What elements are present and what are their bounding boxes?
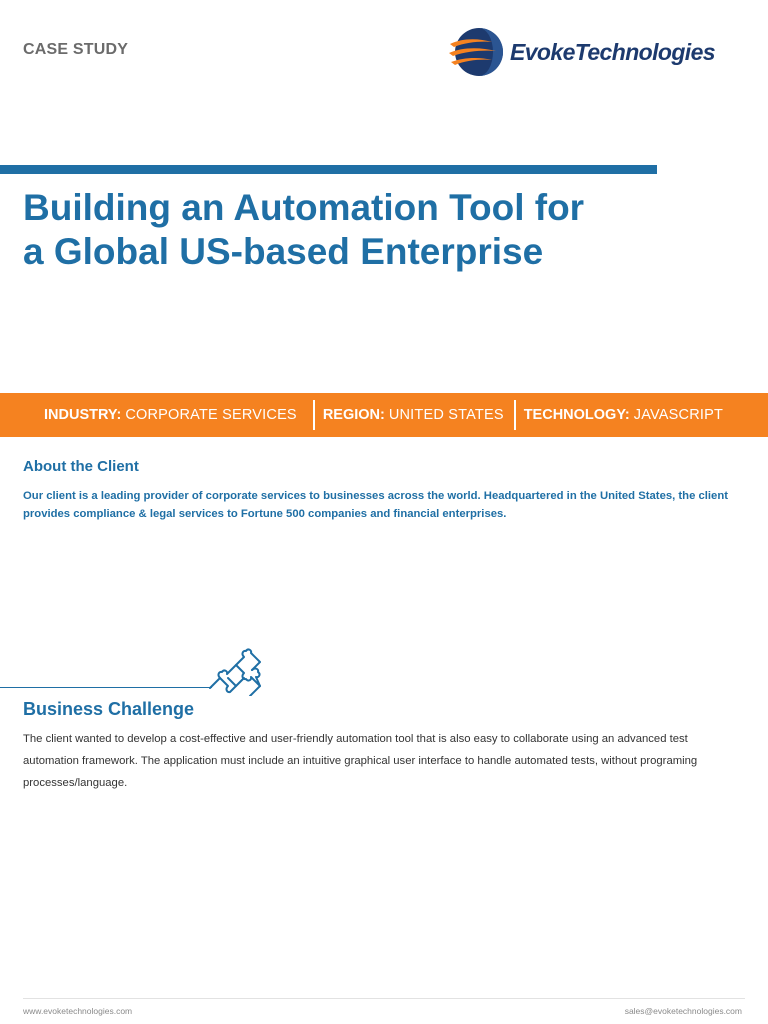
- technology-info: [516, 393, 723, 437]
- footer-website-link[interactable]: www.evoketechnologies.com: [23, 1006, 133, 1016]
- technology-label: TECHNOLOGY:: [523, 407, 630, 423]
- challenge-divider-line: [0, 687, 212, 688]
- footer-email-link[interactable]: sales@evoketechnologies.com: [624, 1006, 742, 1016]
- brand-name: EvokeTechnologies: [510, 38, 715, 65]
- challenge-heading: Business Challenge: [23, 699, 195, 719]
- technology-value: JAVASCRIPT: [633, 407, 724, 423]
- info-band: [0, 393, 768, 437]
- title-accent-bar: [0, 165, 657, 174]
- case-study-label: CASE STUDY: [23, 41, 129, 58]
- about-body: Our client is a leading provider of corporate services to businesses across the world. Headquartered in the United States, the client provides compliance & legal services to Fortune 500 companies and financial enterprises.: [23, 490, 728, 520]
- brand-logo: [448, 26, 715, 78]
- title-line-2: a Global US-based Enterprise: [23, 231, 544, 272]
- title-line-1: Building an Automation Tool for: [23, 187, 585, 228]
- challenge-body: The client wanted to develop a cost-effective and user-friendly automation tool that is also easy to collaborate using an advanced test automation framework. The application must include an intuitive graphical user interface to handle automated tests, without programing processes/language.: [23, 733, 698, 789]
- industry-value: CORPORATE SERVICES: [125, 407, 297, 423]
- region-info: [315, 393, 514, 437]
- about-heading: About the Client: [23, 458, 139, 475]
- globe-logo-icon: [448, 26, 504, 78]
- puzzle-icon: [206, 648, 268, 696]
- industry-label: INDUSTRY:: [44, 407, 122, 423]
- page-title: [23, 186, 723, 274]
- region-value: UNITED STATES: [388, 407, 504, 423]
- industry-info: [0, 393, 313, 437]
- footer-divider: [23, 998, 745, 999]
- region-label: REGION:: [322, 407, 385, 423]
